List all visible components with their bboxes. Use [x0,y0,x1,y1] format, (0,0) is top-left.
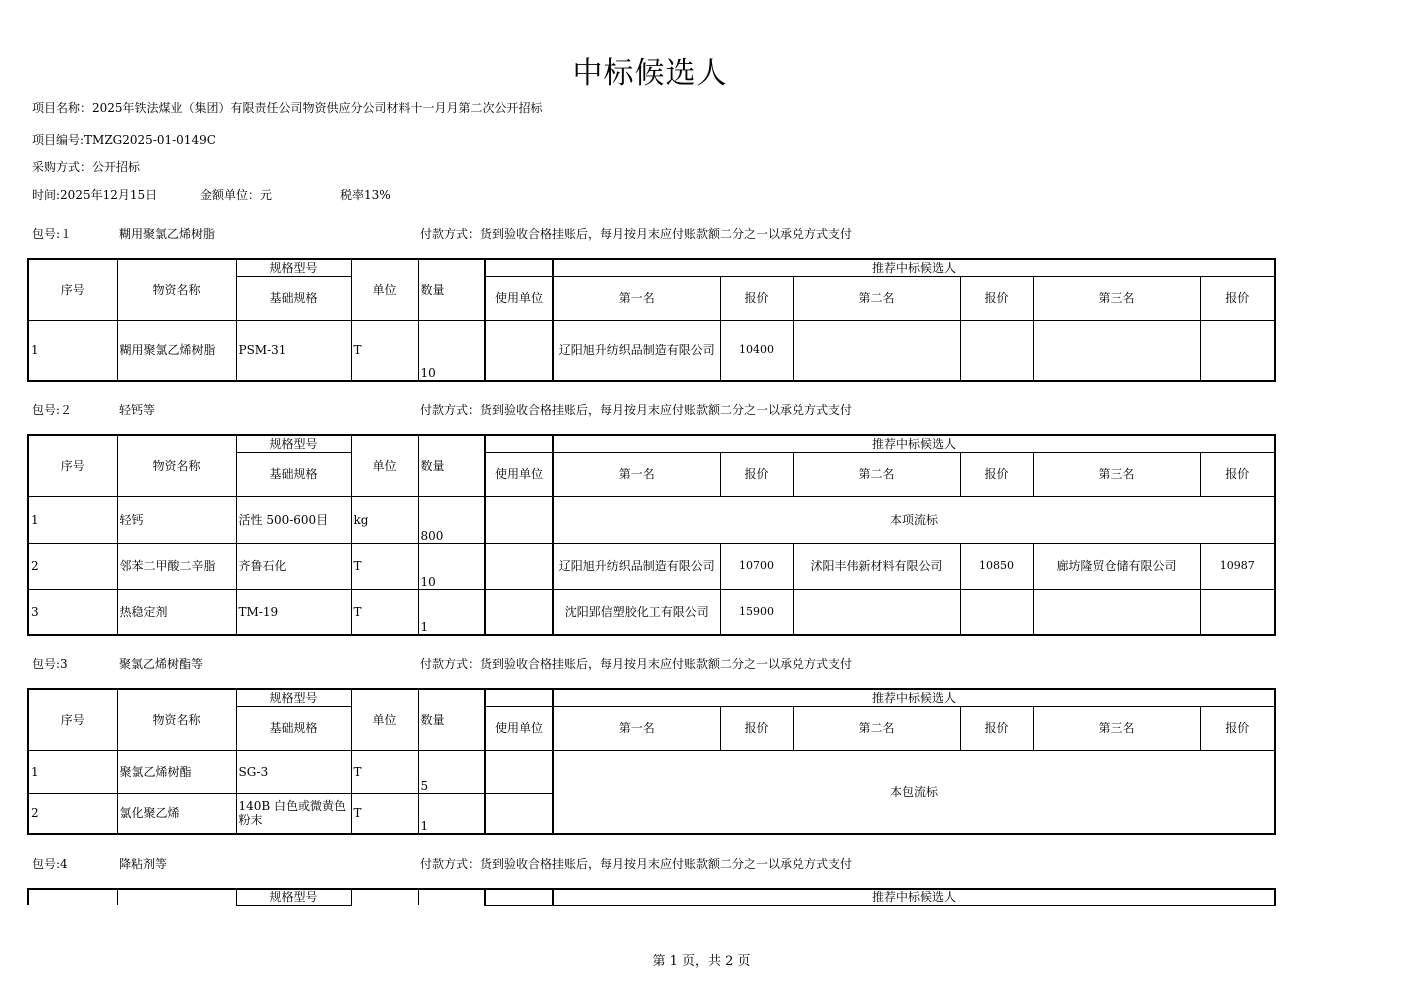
package-table [27,434,1276,636]
payment-terms: 付款方式：货到验收合格挂账后，每月按月末应付账款额二分之一以承兑方式支付 [420,857,853,871]
header-user-unit: 使用单位 [485,452,553,496]
table-row [28,589,1275,635]
tax-rate: 税率13% [340,188,391,202]
header-third: 第三名 [1033,452,1200,496]
cell-seq: 3 [28,589,117,635]
package-number: 包号:１ [32,227,73,241]
header-spec-group: 规格型号 [236,889,351,905]
payment-terms: 付款方式：货到验收合格挂账后，每月按月末应付账款额二分之一以承兑方式支付 [420,227,853,241]
cell-qty: 5 [418,750,485,793]
table-row [28,543,1275,589]
header-unit: 单位 [351,689,418,750]
header-recommend: 推荐中标候选人 [553,689,1275,706]
header-price: 报价 [1200,276,1275,320]
header-user-unit: 使用单位 [485,706,553,750]
table-row [28,750,1275,793]
package-table [27,888,1276,906]
header-material: 物资名称 [117,259,236,320]
cell-material: 热稳定剂 [117,589,236,635]
cell-unit: T [351,543,418,589]
header-price: 报价 [1200,706,1275,750]
header-base-spec: 基础规格 [236,276,351,320]
cell-price2: 10850 [960,543,1033,589]
cell-second [793,589,960,635]
cell-price1: 10400 [720,320,793,381]
package-number: 包号:２ [32,403,73,417]
cell-second: 沭阳丰伟新材料有限公司 [793,543,960,589]
cell-material: 轻钙 [117,496,236,543]
cell-spec: 140B 白色或微黄色粉末 [236,793,351,834]
project-name: 项目名称：2025年铁法煤业（集团）有限责任公司物资供应分公司材料十一月月第二次公开招标 [32,101,543,115]
cell-first: 沈阳郢信塑胶化工有限公司 [553,589,720,635]
package-name: 降粘剂等 [119,857,168,871]
header-seq: 序号 [28,435,117,496]
cell-unit: T [351,750,418,793]
cell-qty: 10 [418,320,485,381]
package-number: 包号:4 [32,857,68,871]
package-table [27,688,1276,835]
bid-date: 时间:2025年12月15日 [32,188,158,202]
header-price: 报价 [960,452,1033,496]
cell-qty: 1 [418,793,485,834]
cell-price3: 10987 [1200,543,1275,589]
header-price: 报价 [960,276,1033,320]
cell-first: 辽阳旭升纺织品制造有限公司 [553,320,720,381]
header-price: 报价 [960,706,1033,750]
header-seq: 序号 [28,689,117,750]
cell-spec: TM-19 [236,589,351,635]
cell-third: 廊坊隆贸仓储有限公司 [1033,543,1200,589]
cell-unit: T [351,320,418,381]
cell-price2 [960,589,1033,635]
project-number: 项目编号:TMZG2025-01-0149C [32,133,216,147]
header-spec-group: 规格型号 [236,435,351,452]
header-second: 第二名 [793,452,960,496]
header-third: 第三名 [1033,706,1200,750]
header-unit: 单位 [351,259,418,320]
cell-price3 [1200,320,1275,381]
cell-price1: 15900 [720,589,793,635]
header-user-unit: 使用单位 [485,276,553,320]
cell-material: 邻苯二甲酸二辛脂 [117,543,236,589]
cell-seq: 1 [28,320,117,381]
cell-material: 氯化聚乙烯 [117,793,236,834]
header-first: 第一名 [553,706,720,750]
cell-qty: 800 [418,496,485,543]
header-unit: 单位 [351,435,418,496]
header-second: 第二名 [793,706,960,750]
cell-price3 [1200,589,1275,635]
cell-price2 [960,320,1033,381]
cell-material: 聚氯乙烯树酯 [117,750,236,793]
cell-seq: 1 [28,496,117,543]
header-qty: 数量 [418,435,485,496]
table-row [28,496,1275,543]
cell-spec: PSM-31 [236,320,351,381]
header-recommend: 推荐中标候选人 [553,435,1275,452]
cell-unit: T [351,793,418,834]
package-name: 轻钙等 [119,403,156,417]
header-first: 第一名 [553,452,720,496]
cell-unit: T [351,589,418,635]
cell-seq: 2 [28,543,117,589]
cell-unit: kg [351,496,418,543]
header-recommend: 推荐中标候选人 [553,889,1275,905]
cell-spec: 活性 500-600目 [236,496,351,543]
page-title: 中标候选人 [572,56,728,91]
table-row [28,320,1275,381]
cell-qty: 10 [418,543,485,589]
header-price: 报价 [720,452,793,496]
cell-third [1033,589,1200,635]
payment-terms: 付款方式：货到验收合格挂账后，每月按月末应付账款额二分之一以承兑方式支付 [420,403,853,417]
package-table [27,258,1276,382]
cell-spec: SG-3 [236,750,351,793]
cell-first: 辽阳旭升纺织品制造有限公司 [553,543,720,589]
cell-seq: 2 [28,793,117,834]
meta-line [32,186,391,203]
cell-material: 糊用聚氯乙烯树脂 [117,320,236,381]
header-second: 第二名 [793,276,960,320]
header-price: 报价 [720,706,793,750]
failed-package-note: 本包流标 [553,750,1275,834]
cell-seq: 1 [28,750,117,793]
failed-bid-note: 本项流标 [553,496,1275,543]
header-material: 物资名称 [117,689,236,750]
header-material: 物资名称 [117,435,236,496]
header-spec-group: 规格型号 [236,259,351,276]
cell-qty: 1 [418,589,485,635]
amount-unit: 金额单位：元 [200,188,273,202]
header-third: 第三名 [1033,276,1200,320]
header-qty: 数量 [418,259,485,320]
cell-spec: 齐鲁石化 [236,543,351,589]
page-footer: 第 1 页，共 2 页 [652,954,751,969]
cell-third [1033,320,1200,381]
cell-price1: 10700 [720,543,793,589]
header-price: 报价 [1200,452,1275,496]
header-seq: 序号 [28,259,117,320]
package-number: 包号:3 [32,657,68,671]
header-price: 报价 [720,276,793,320]
header-qty: 数量 [418,689,485,750]
header-first: 第一名 [553,276,720,320]
payment-terms: 付款方式：货到验收合格挂账后，每月按月末应付账款额二分之一以承兑方式支付 [420,657,853,671]
purchase-method: 采购方式：公开招标 [32,160,141,174]
package-name: 糊用聚氯乙烯树脂 [119,227,216,241]
header-base-spec: 基础规格 [236,452,351,496]
header-base-spec: 基础规格 [236,706,351,750]
cell-second [793,320,960,381]
package-name: 聚氯乙烯树酯等 [119,657,204,671]
header-recommend: 推荐中标候选人 [553,259,1275,276]
header-spec-group: 规格型号 [236,689,351,706]
